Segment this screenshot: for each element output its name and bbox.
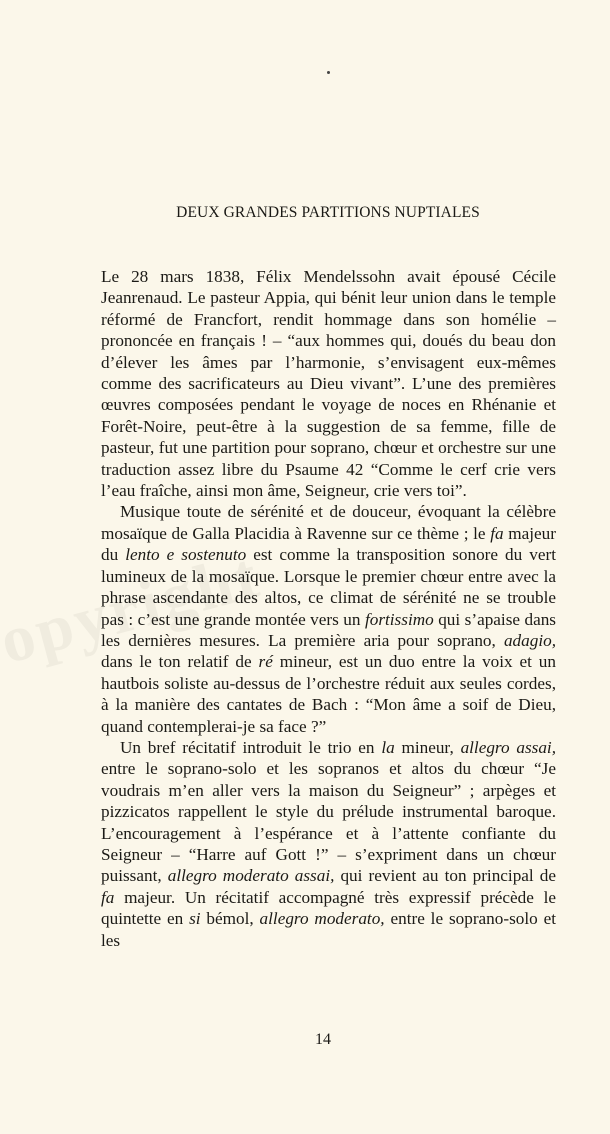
italic-run: fortissimo — [364, 609, 434, 629]
italic-run: allegro assai, — [460, 737, 556, 757]
text-run: est comme la transposition sonore du vert lumineux de la mosaïque. Lorsque le premier chœur entre avec la phrase ascendante des altos, ce climat de sérénité ne se trouble pas : c’est une grande montée vers un — [101, 545, 556, 629]
text-run: qui s’apaise dans les dernières mesures. La première aria pour soprano, — [101, 609, 556, 650]
italic-run: ré — [258, 652, 273, 672]
italic-run: fa — [490, 523, 504, 543]
text-run: dans le ton relatif de — [101, 652, 259, 672]
paragraph — [101, 266, 556, 501]
text-run: Un bref récitatif introduit le trio en — [120, 737, 382, 757]
text-run: qui revient au ton principal de — [334, 866, 556, 886]
paragraph — [101, 737, 556, 951]
text-run: entre le soprano-solo et les sopranos et altos du chœur “Je voudrais m’en aller vers la maison du Seigneur” ; arpèges et pizzicatos rappellent le style du prélude instrumental baroque. L’encouragement à l’espérance et à l’attente confiante du Seigneur – “Harre auf Gott !” – s’expriment dans un chœur puissant, — [101, 759, 556, 886]
text-run: bémol, — [200, 909, 260, 929]
text-run: mineur, est un duo entre la voix et un hautbois soliste au-dessus de l’orchestre réduit aux seules cordes, à la manière des cantates de Bach : “Mon âme a soif de Dieu, quand contemplerai-je sa face ?” — [101, 652, 556, 736]
body-text — [101, 266, 556, 951]
italic-run: allegro moderato, — [259, 909, 385, 929]
text-run: majeur. Un récitatif accompagné très expressif précède le quintette en — [101, 887, 556, 929]
italic-run: la — [381, 737, 395, 757]
page-number: 14 — [315, 1031, 331, 1048]
ink-speck — [327, 71, 330, 74]
chapter-title: DEUX GRANDES PARTITIONS NUPTIALES — [176, 204, 480, 221]
text-run: mineur, — [394, 737, 461, 757]
italic-run: si — [189, 909, 201, 929]
text-run: Le 28 mars 1838, Félix Mendelssohn avait épousé Cécile Jeanrenaud. Le pasteur Appia, qui bénit leur union dans le temple réformé de Francfort, rendit hommage dans son homélie – prononcée en français ! – “aux hommes qui, doués du beau don d’élever les âmes par l’harmonie, s’envisagent eux-mêmes comme des sacrificateurs au Dieu vivant”. L’une des premières œuvres composées pendant le voyage de noces en Rhénanie et Forêt-Noire, peut-être à la suggestion de sa femme, fille de pasteur, fut une partition pour soprano, chœur et orchestre sur une traduction assez libre du Psaume 42 “Comme le cerf crie vers l’eau fraîche, ainsi mon âme, Seigneur, crie vers toi”. — [101, 267, 556, 501]
paragraph — [101, 501, 556, 736]
text-run: entre le soprano-solo et les — [101, 909, 557, 950]
italic-run: lento e sostenuto — [125, 545, 247, 565]
text-run: Musique toute de sérénité et de douceur, évoquant la célèbre mosaïque de Galla Placidia à Ravenne sur ce thème ; le — [101, 502, 556, 543]
text-run: majeur du — [101, 523, 556, 565]
italic-run: allegro moderato assai, — [167, 866, 335, 886]
italic-run: adagio, — [503, 630, 556, 650]
italic-run: fa — [101, 887, 115, 907]
